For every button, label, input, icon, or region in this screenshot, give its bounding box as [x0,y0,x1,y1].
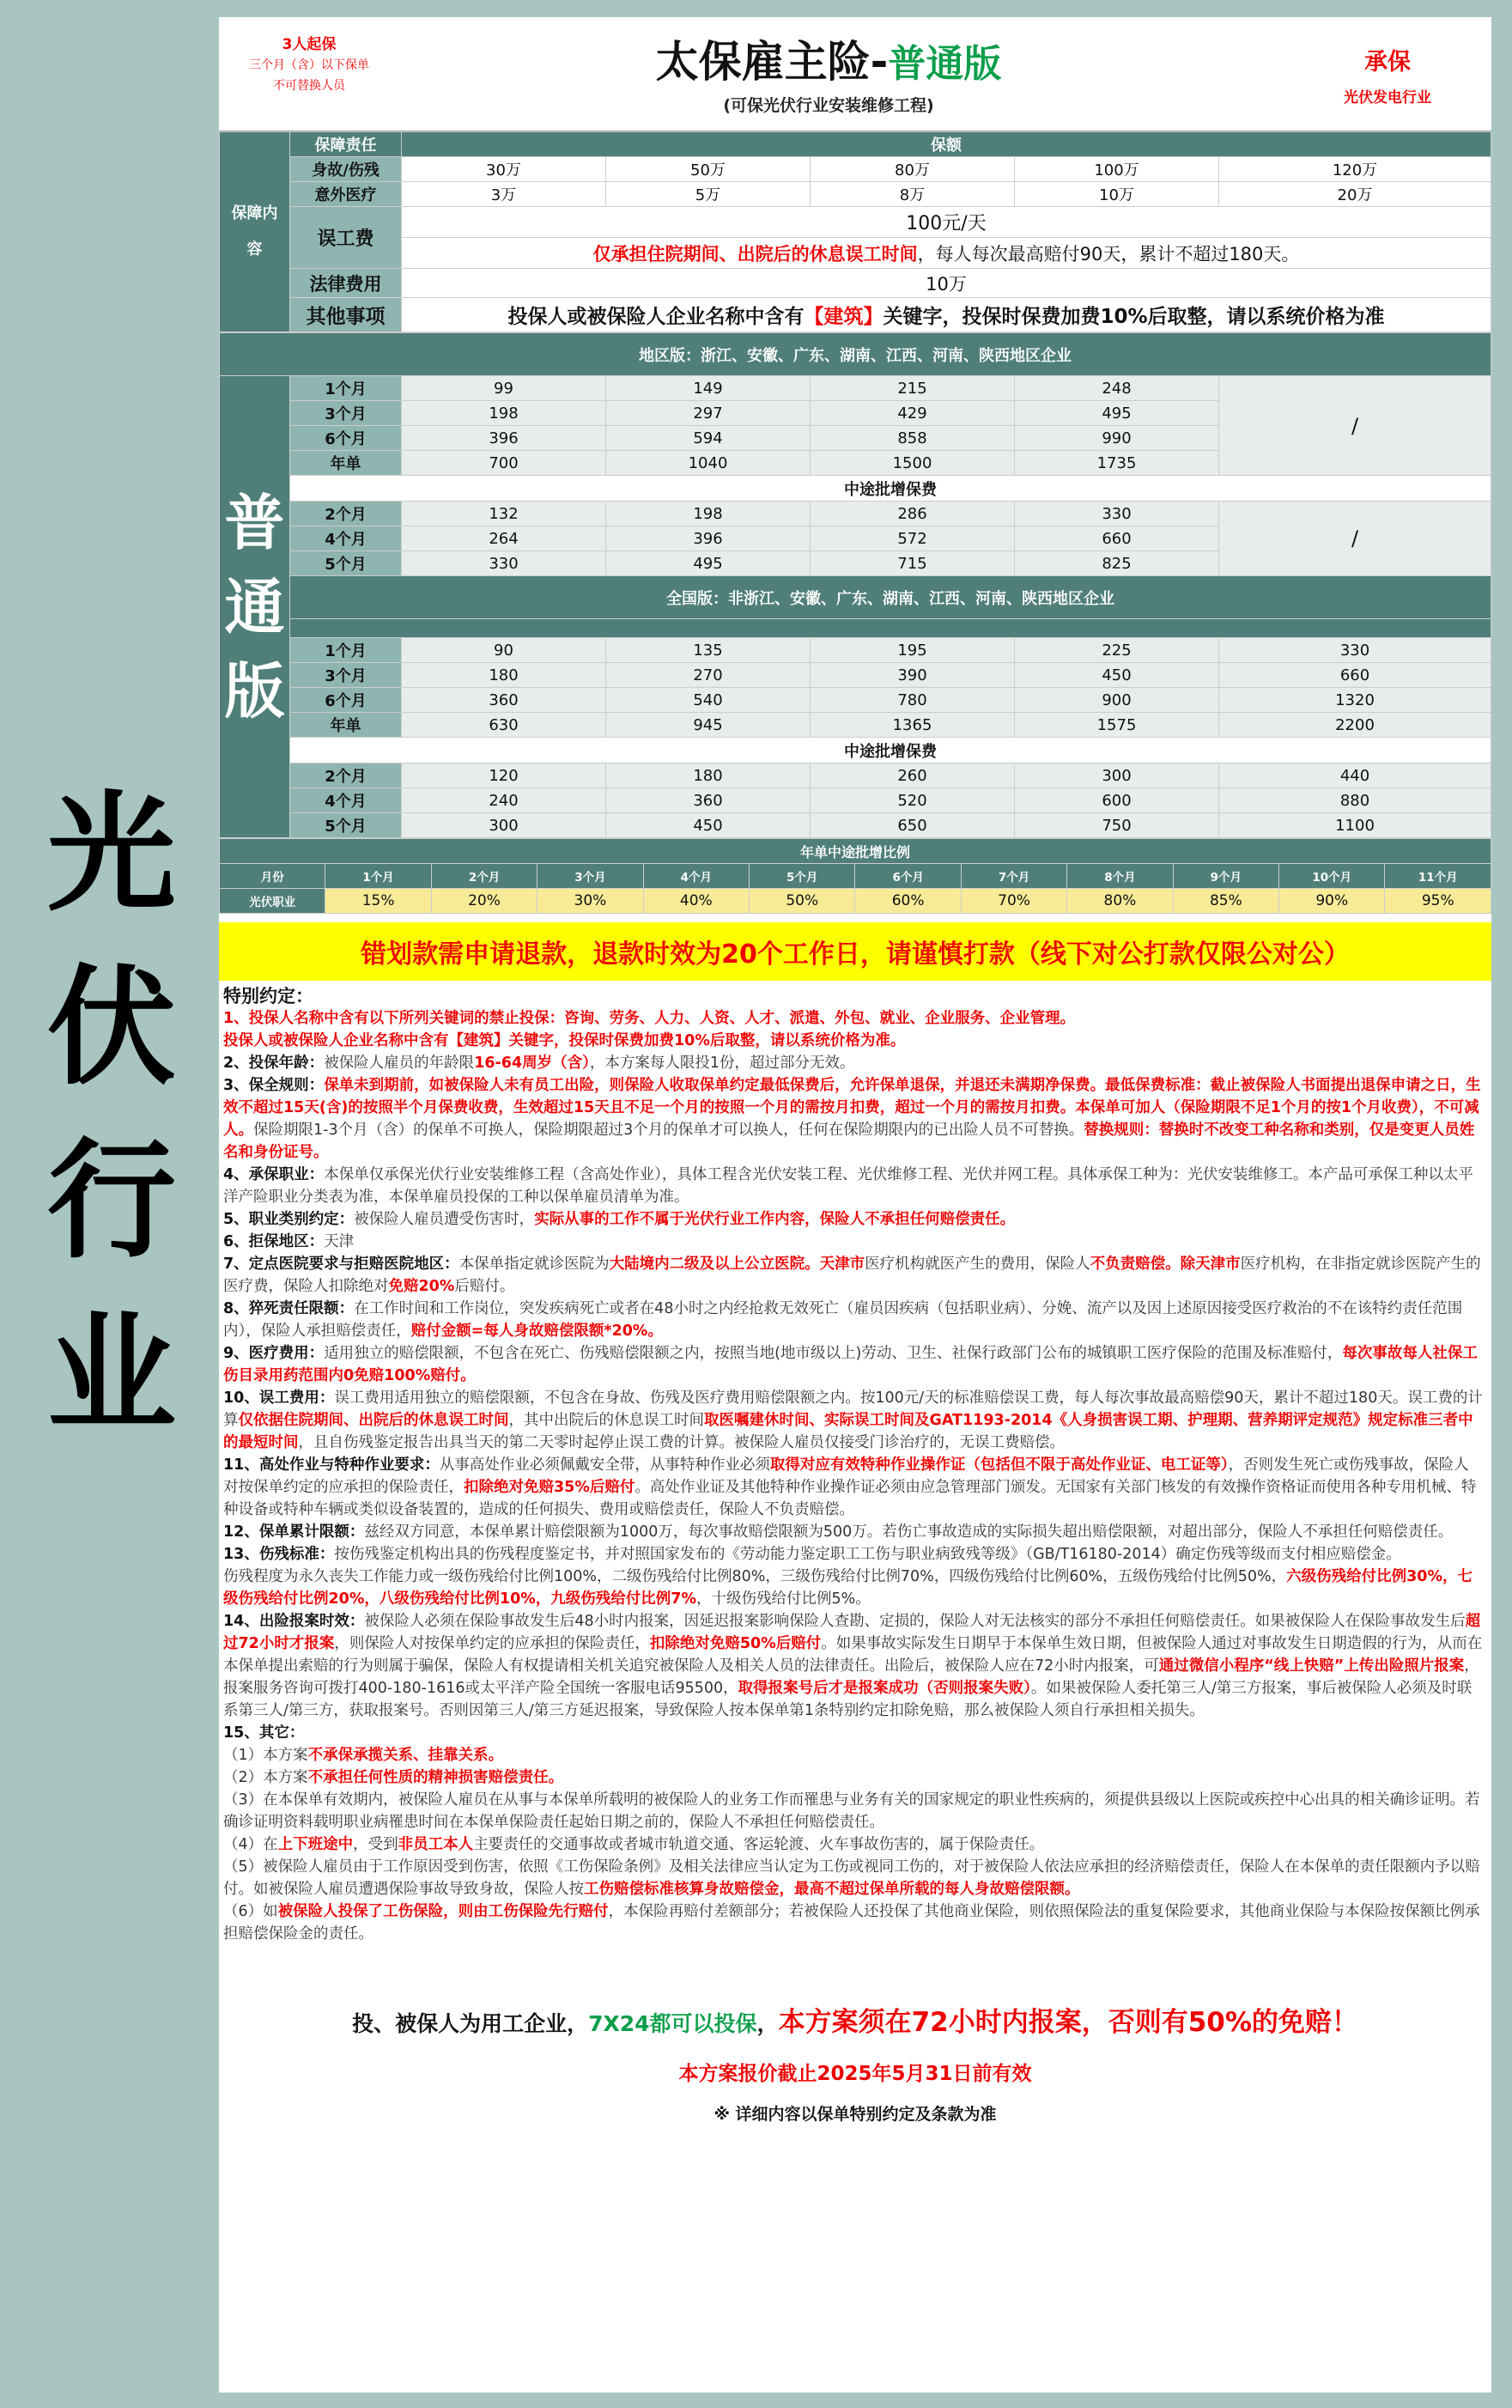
table-cell: 750 [1015,813,1219,838]
table-cell: 1735 [1015,451,1219,476]
ratio-cell: 20% [431,889,537,914]
term-9 [223,1342,1483,1387]
table-cell: 20万 [1219,182,1491,207]
coverage-table [219,131,1491,332]
footnote: ※ 详细内容以保单特别约定及条款为准 [713,2105,997,2124]
term-1: 1、投保人名称中含有以下所列关键词的禁止投保：咨询、劳务、人力、人资、人才、派遣、外包、就业、企业服务、企业管理。 [223,1010,1076,1027]
term-text: 被保险人雇员遭受伤害时， [354,1211,535,1228]
table-cell: 715 [811,551,1015,576]
term-head: 11、高处作业与特种作业要求： [223,1456,440,1474]
table-cell: 700 [402,451,606,476]
term-red: 大陆境内二级及以上公立医院。天津市 [609,1256,865,1273]
term-text: 。如果被保险人委托第三人/第三方报案，事后被保险人必须及时联系第三人/第三方，获取报案号。否则因第三人/第三方延迟报案，导致保险人按本保单第1条特别约定扣除免赔，那么被保险人须自行承担相关损失。 [223,1680,1473,1719]
coverage-header-label: 保障责任 [290,132,402,157]
side-char: 行 [46,1127,176,1276]
special-terms [219,985,1491,1945]
term-13 [223,1543,1483,1566]
coverage-header-value: 保额 [402,132,1491,157]
term-red: 超过72小时才报案 [223,1613,1481,1652]
table-cell: 248 [1015,376,1219,401]
table-cell: 429 [811,401,1015,426]
lost-wage-label: 误工费 [290,207,402,269]
ratio-cell: 70% [961,889,1066,914]
term-head: 2、投保年龄： [223,1055,325,1072]
term-text: 主要责任的交通事故或者城市轨道交通、客运轮渡、火车事故伤害的，属于保险责任。 [473,1836,1045,1853]
table-cell: 330 [1015,502,1219,526]
ratio-cell: 50% [750,889,855,914]
table-cell: 1100 [1219,813,1491,838]
term-text: ，否则发生死亡或伤残事故，保险人对按保单约定的应承担的保险责任， [223,1456,1469,1496]
page-subtitle: (可保光伏行业安装维修工程) [723,96,934,115]
term-2 [223,1052,1483,1074]
version-label: 普通版 [888,42,1002,86]
other-text-b: 关键字，投保时保费加费10%后取整，请以系统价格为准 [883,306,1385,328]
death-label: 身故/伤残 [290,157,402,182]
table-cell: 1365 [811,713,1015,738]
term-red: 取得对应有效特种作业操作证（包括但不限于高处作业证、电工证等） [769,1456,1229,1474]
table-cell: 825 [1015,551,1219,576]
min-persons: 3人起保 [282,36,337,53]
month-cell: 7个月 [961,864,1066,889]
term-text: 。如果事故实际发生日期早于本保单生效日期，但被保险人通过对事故发生日期造假的行为，从而在本保单提出索赔的行为则属于骗保，保险人有权提请相关机关追究被保险人及相关人员的法律责任。出险后，被保险人应在72小时内报案，可 [223,1635,1483,1675]
term-text: ，报案服务咨询可拨打400-180-1616或太平洋产险全国统一客服电话95500， [223,1657,1479,1697]
term-red: 仅依据住院期间、出院后的休息误工时间 [238,1412,509,1429]
industry-label: 光伏发电行业 [1344,89,1431,106]
term-text: ，十级伤残给付比例5%。 [695,1590,871,1608]
no-replace-note: 不可替换人员 [273,79,345,93]
term-11 [223,1454,1483,1521]
month-cell: 6个月 [855,864,961,889]
term-12 [223,1521,1483,1543]
table-cell: 990 [1015,426,1219,451]
row-label: 5个月 [290,551,402,576]
month-cell: 3个月 [537,864,643,889]
other-3: （3）在本保单有效期内，被保险人雇员在从事与本保单所载明的被保险人的业务工作而罹患与业务有关的国家规定的职业性疾病的，须提供县级以上医院或疾控中心出具的相关确诊证明。若确诊证明资料载明职业病罹患时间在本保单保险责任起始日期之前的，保险人不承担任何赔偿责任。 [223,1791,1480,1831]
term-red: 取得报案号后才是报案成功（否则报案失败） [738,1680,1031,1697]
terms-title: 特别约定： [223,986,313,1006]
table-cell: 264 [402,526,606,551]
term-text: 按伤残鉴定机构出具的伤残程度鉴定书，并对照国家发布的《劳动能力鉴定职工工伤与职业病致残等级》（GB/T16180-2014）确定伤残等级而支付相应赔偿金。 [334,1546,1401,1563]
term-text: 本保单仅承保光伏行业安装维修工程（含高处作业），具体工程含光伏安装工程、光伏维修工程、光伏并网工程。具体承保工种为：光伏安装维修工。本产品可承保工种以太平洋产险职业分类表为准，本保单雇员投保的工种以保单雇员清单为准。 [223,1166,1473,1206]
footer-text: ， [756,2011,779,2036]
month-cell: 8个月 [1067,864,1173,889]
other-text [402,298,1491,332]
term-red: 不承担任何性质的精神损害赔偿责任。 [307,1769,564,1786]
short-term-note: 三个月（含）以下保单 [249,58,369,72]
ratio-title: 年单中途批增比例 [220,839,1491,864]
term-head: 10、误工费用： [223,1389,335,1407]
side-char: 光 [46,780,176,929]
row-label: 3个月 [290,663,402,688]
table-cell: 260 [811,763,1015,788]
table-cell: 180 [402,663,606,688]
legal-value: 10万 [402,269,1491,298]
ratio-cell: 95% [1385,889,1491,914]
term-15: 15、其它： [223,1724,305,1742]
month-cell: 1个月 [325,864,431,889]
refund-notice: 错划款需申请退款，退款时效为20个工作日，请谨慎打款（线下对公打款仅限公对公） [219,922,1491,981]
table-cell: 100万 [1015,157,1219,182]
row-label: 1个月 [290,638,402,663]
term-red: 每次事故每人社保工伤目录用药范围内0免赔100%赔付。 [223,1345,1478,1384]
term-red: 保单未到期前，如被保险人未有员工出险，则保险人收取保单约定最低保费后，允许保单退保，并退还未满期净保费。最低保费标准：截止被保险人书面提出退保申请之日，生效不超过15天(含)的按照半个月保费收费，生效超过15天且不足一个月的按照一个月的需按月扣费，超过一个月的需按月扣费。本保单可加人（保险期限不足1个月的按1个月收费），不可减人。 [223,1077,1481,1139]
side-char: 业 [46,1300,176,1450]
term-red: 赔付金额=每人身故赔偿限额*20%。 [410,1323,663,1340]
table-cell: 660 [1015,526,1219,551]
other-text-red: 【建筑】 [804,306,884,328]
term-text: ，且自伤残鉴定报告出具当天的第二天零时起停止误工费的计算。被保险人雇员仅接受门诊治疗的，无误工费赔偿。 [298,1434,1065,1451]
term-text: 医疗机构就医产生的费用，保险人 [865,1256,1090,1273]
term-red: 工伤赔偿标准核算身故赔偿金，最高不超过保单所载的每人身故赔偿限额。 [584,1881,1080,1898]
term-14 [223,1610,1483,1722]
term-6 [223,1231,1483,1253]
term-text: ，则保险人对按保单约定的应承担的保险责任， [334,1635,650,1652]
table-cell: 945 [606,713,811,738]
term-red: 实际从事的工作不属于光伏行业工作内容，保险人不承担任何赔偿责任。 [534,1211,1016,1228]
term-text: （1）本方案 [223,1747,308,1764]
term-head: 3、保全规则： [223,1077,325,1094]
term-red: 免赔20% [388,1278,455,1295]
footer-green: 7X24都可以投保 [588,2011,757,2036]
row-label: 5个月 [290,813,402,838]
page-title: 太保雇主险 [655,37,871,87]
ratio-table [219,838,1491,914]
table-cell: 120万 [1219,157,1491,182]
plan-char: 版 [224,655,285,727]
term-head: 14、出险报案时效： [223,1613,365,1630]
table-cell: 650 [811,813,1015,838]
ratio-row-label: 光伏职业 [220,889,325,914]
term-text: ，受到 [353,1836,398,1853]
term-text: 后赔付。 [454,1278,515,1295]
table-cell: 180 [606,763,811,788]
term-text: ，其中出院后的休息误工时间 [508,1412,704,1429]
other-text-a: 投保人或被保险人企业名称中含有 [507,306,805,328]
table-cell: 495 [1015,401,1219,426]
term-head: 5、职业类别约定： [223,1211,355,1228]
other-4 [223,1833,1483,1856]
table-cell: 1320 [1219,688,1491,713]
table-cell: 198 [402,401,606,426]
term-red: 非员工本人 [398,1836,474,1853]
term-8 [223,1298,1483,1342]
term-head: 9、医疗费用： [223,1345,325,1362]
term-red: 替换规则：替换时不改变工种名称和类别，仅是变更人员姓名和身份证号。 [223,1122,1475,1161]
row-label: 3个月 [290,401,402,426]
term-text: 在工作时间和工作岗位，突发疾病死亡或者在48小时之内经抢救无效死亡（雇员因疾病（包括职业病）、分娩、流产以及因上述原因接受医疗救治的不在该特约责任范围内），保险人承担赔偿责任， [223,1300,1463,1340]
table-cell: 215 [811,376,1015,401]
table-cell: 90 [402,638,606,663]
lost-wage-value: 100元/天 [402,207,1491,238]
term-head: 8、猝死责任限额： [223,1300,355,1317]
table-cell: 1575 [1015,713,1219,738]
table-cell: 30万 [402,157,606,182]
term-head: 12、保单累计限额： [223,1523,365,1541]
table-cell: 594 [606,426,811,451]
term-red: 扣除绝对免赔50%后赔付 [649,1635,822,1652]
table-cell: 8万 [811,182,1015,207]
month-cell: 11个月 [1385,864,1491,889]
table-cell: 240 [402,788,606,813]
table-cell: 135 [606,638,811,663]
header [219,17,1491,131]
row-label: 6个月 [290,688,402,713]
medical-label: 意外医疗 [290,182,402,207]
month-cell: 4个月 [643,864,749,889]
table-cell: 396 [606,526,811,551]
document-sheet [219,17,1491,2393]
table-cell: 858 [811,426,1015,451]
table-cell: 2200 [1219,713,1491,738]
table-cell: 50万 [606,157,811,182]
table-cell: 120 [402,763,606,788]
table-cell: 780 [811,688,1015,713]
term-text: 被保险人雇员的年龄限 [324,1055,475,1072]
table-cell: 300 [1015,763,1219,788]
table-cell: 99 [402,376,606,401]
spacer-row [290,619,1491,638]
term-text: 适用独立的赔偿限额，不包含在死亡、伤残赔偿限额之内，按照当地(地市级以上)劳动、卫生、社保行政部门公布的城镇职工医疗保险的范围及标准赔付， [324,1345,1343,1362]
footer-red: 本方案须在72小时内报案，否则有50%的免赔！ [778,2007,1358,2038]
lost-wage-note [402,238,1491,269]
term-text: 天津 [324,1233,355,1250]
other-2 [223,1766,1483,1789]
footer-text: 投、被保人为用工企业， [352,2011,589,2036]
plan-char: 通 [224,571,285,642]
table-cell: 396 [402,426,606,451]
term-1-b: 投保人或被保险人企业名称中含有【建筑】关键字，投保时保费加费10%后取整，请以系统价格为准。 [223,1032,906,1049]
footer-statement [219,2000,1491,2039]
month-cell: 10个月 [1279,864,1385,889]
title-dash: - [870,37,889,87]
table-cell: 330 [1219,638,1491,663]
table-cell: 149 [606,376,811,401]
table-cell: 10万 [1015,182,1219,207]
header-title-block [442,27,1215,116]
table-cell: 540 [606,688,811,713]
term-red: 取医嘱建休时间、实际误工时间及GAT1193-2014《人身损害误工期、护理期、营养期评定规范》规定标准三者中的最短时间 [223,1412,1473,1451]
national-title: 全国版：非浙江、安徽、广东、湖南、江西、河南、陕西地区企业 [290,576,1491,619]
other-6 [223,1900,1483,1945]
table-cell: 900 [1015,688,1219,713]
na-cell: / [1219,376,1491,476]
term-text: ，本保险再赔付差额部分；若被保险人还投保了其他商业保险，则依照保险法的重复保险要求，其他商业保险与本保险按保额比例承担赔偿保险金的责任。 [223,1903,1480,1943]
term-red: 被保险人投保了工伤保险，则由工伤保险先行赔付 [277,1903,609,1920]
table-cell: 880 [1219,788,1491,813]
lost-wage-note-red: 仅承担住院期间、出院后的休息误工时间 [592,243,918,265]
term-red: 不负责赔偿。除天津市 [1090,1256,1241,1273]
month-cell: 2个月 [431,864,537,889]
table-cell: 600 [1015,788,1219,813]
term-text: 被保险人必须在保险事故发生后48小时内报案，因延迟报案影响保险人查勘、定损的，保险人对无法核实的部分不承担任何赔偿责任。如果被保险人在保险事故发生后 [364,1613,1466,1630]
table-cell: 195 [811,638,1015,663]
term-4 [223,1164,1483,1208]
ratio-cell: 85% [1173,889,1278,914]
term-text: ，本方案每人限投1份，超过部分无效。 [589,1055,855,1072]
months-label: 月份 [220,864,325,889]
plan-char: 普 [224,487,285,558]
row-label: 年单 [290,451,402,476]
table-cell: 360 [606,788,811,813]
legal-label: 法律费用 [290,269,402,298]
term-10 [223,1387,1483,1454]
table-cell: 440 [1219,763,1491,788]
term-text: （2）本方案 [223,1769,308,1786]
term-text: 从事高处作业必须佩戴安全带，从事特种作业必须 [439,1456,770,1474]
term-text: 。高处作业证及其他特种作业操作证必须由应急管理部门颁发。无国家有关部门核发的有效操作资格证而使用各种专用机械、特种设备或特种车辆或类似设备装置的，造成的任何损失、费用或赔偿责任，保险人不负责赔偿。 [223,1479,1477,1518]
insurer-label: 承保 [1364,49,1411,76]
month-cell: 5个月 [750,864,855,889]
term-text: 保险期限1-3个月（含）的保单不可换人，保险期限超过3个月的保单才可以换人，任何在保险期限内的已出险人员不可替换。 [253,1122,1084,1139]
ratio-cell: 80% [1067,889,1173,914]
lost-wage-note-text: ，每人每次最高赔付90天，累计不超过180天。 [917,243,1300,265]
regional-title: 地区版：浙江、安徽、广东、湖南、江西、河南、陕西地区企业 [220,333,1491,376]
term-text: （4）在 [223,1836,278,1853]
table-cell: 270 [606,663,811,688]
table-cell: 330 [402,551,606,576]
table-cell: 660 [1219,663,1491,688]
term-text: （6）如 [223,1903,278,1920]
month-cell: 9个月 [1173,864,1278,889]
row-label: 1个月 [290,376,402,401]
national-mid-title: 中途批增保费 [290,738,1491,763]
plan-label [220,376,290,838]
term-red: 16-64周岁（含） [474,1055,590,1072]
table-cell: 520 [811,788,1015,813]
other-label: 其他事项 [290,298,402,332]
ratio-cell: 30% [537,889,643,914]
coverage-section-label: 保障内容 [220,132,290,332]
term-3 [223,1074,1483,1164]
table-cell: 1500 [811,451,1015,476]
term-red: 不承保承揽关系、挂靠关系。 [307,1747,504,1764]
table-cell: 450 [606,813,811,838]
ratio-cell: 60% [855,889,961,914]
ratio-cell: 90% [1279,889,1385,914]
row-label: 年单 [290,713,402,738]
other-1 [223,1744,1483,1766]
na-cell: / [1219,502,1491,576]
term-13-b [223,1566,1483,1610]
table-cell: 1040 [606,451,811,476]
term-head: 7、定点医院要求与拒赔医院地区： [223,1256,459,1273]
term-red: 通过微信小程序“线上快赔”上传出险照片报案 [1158,1657,1465,1675]
row-label: 4个月 [290,788,402,813]
row-label: 2个月 [290,502,402,526]
side-char: 伏 [46,953,176,1103]
term-text: （5）被保险人雇员由于工作原因受到伤害，依照《工伤保险条例》及相关法律应当认定为工伤或视同工伤的，对于被保险人依法应承担的经济赔偿责任，保险人在本保单的责任限额内予以赔付。如被保险人雇员遭遇保险事故导致身故，保险人按 [223,1858,1480,1898]
header-left-notes [219,34,399,96]
row-label: 6个月 [290,426,402,451]
term-5 [223,1208,1483,1231]
header-right [1344,43,1431,106]
row-label: 4个月 [290,526,402,551]
term-head: 6、拒保地区： [223,1233,325,1250]
term-red: 上下班途中 [277,1836,354,1853]
term-head: 4、承保职业： [223,1166,325,1183]
term-text: 伤残程度为永久丧失工作能力或一级伤残给付比例100%，二级伤残给付比例80%，三级伤残给付比例70%，四级伤残给付比例60%，五级伤残给付比例50%， [223,1568,1287,1585]
table-cell: 3万 [402,182,606,207]
table-cell: 572 [811,526,1015,551]
regional-mid-title: 中途批增保费 [290,476,1491,502]
table-cell: 297 [606,401,811,426]
table-cell: 225 [1015,638,1219,663]
table-cell: 132 [402,502,606,526]
table-cell: 495 [606,551,811,576]
table-cell: 390 [811,663,1015,688]
table-cell: 360 [402,688,606,713]
table-cell: 300 [402,813,606,838]
side-title [26,780,197,1484]
validity-note: 本方案报价截止2025年5月31日前有效 [678,2063,1032,2085]
table-cell: 5万 [606,182,811,207]
table-cell: 286 [811,502,1015,526]
ratio-cell: 15% [325,889,431,914]
other-5 [223,1856,1483,1900]
table-cell: 198 [606,502,811,526]
term-text: 误工费用适用独立的赔偿限额，不包含在身故、伤残及医疗费用赔偿限额之内。按100元/天的标准赔偿误工费，每人每次事故最高赔偿90天，累计不超过180天。误工费的计算 [223,1389,1483,1429]
term-red: 扣除绝对免赔35%后赔付 [464,1479,635,1496]
term-7 [223,1253,1483,1298]
premium-table [219,332,1491,838]
row-label: 2个月 [290,763,402,788]
table-cell: 450 [1015,663,1219,688]
table-cell: 80万 [811,157,1015,182]
term-red: 六级伤残给付比例30%，七级伤残给付比例20%，八级伤残给付比例10%，九级伤残给付比例7% [223,1568,1473,1608]
term-text: 医疗机构，在非指定就诊医院产生的医疗费，保险人扣除绝对 [223,1256,1481,1295]
ratio-cell: 40% [643,889,749,914]
term-head: 13、伤残标准： [223,1546,335,1563]
table-cell: 630 [402,713,606,738]
term-text: 本保单指定就诊医院为 [458,1256,610,1273]
term-text: 兹经双方同意，本保单累计赔偿限额为1000万，每次事故赔偿限额为500万。若伤亡事故造成的实际损失超出赔偿限额，对超出部分，保险人不承担任何赔偿责任。 [364,1523,1454,1541]
